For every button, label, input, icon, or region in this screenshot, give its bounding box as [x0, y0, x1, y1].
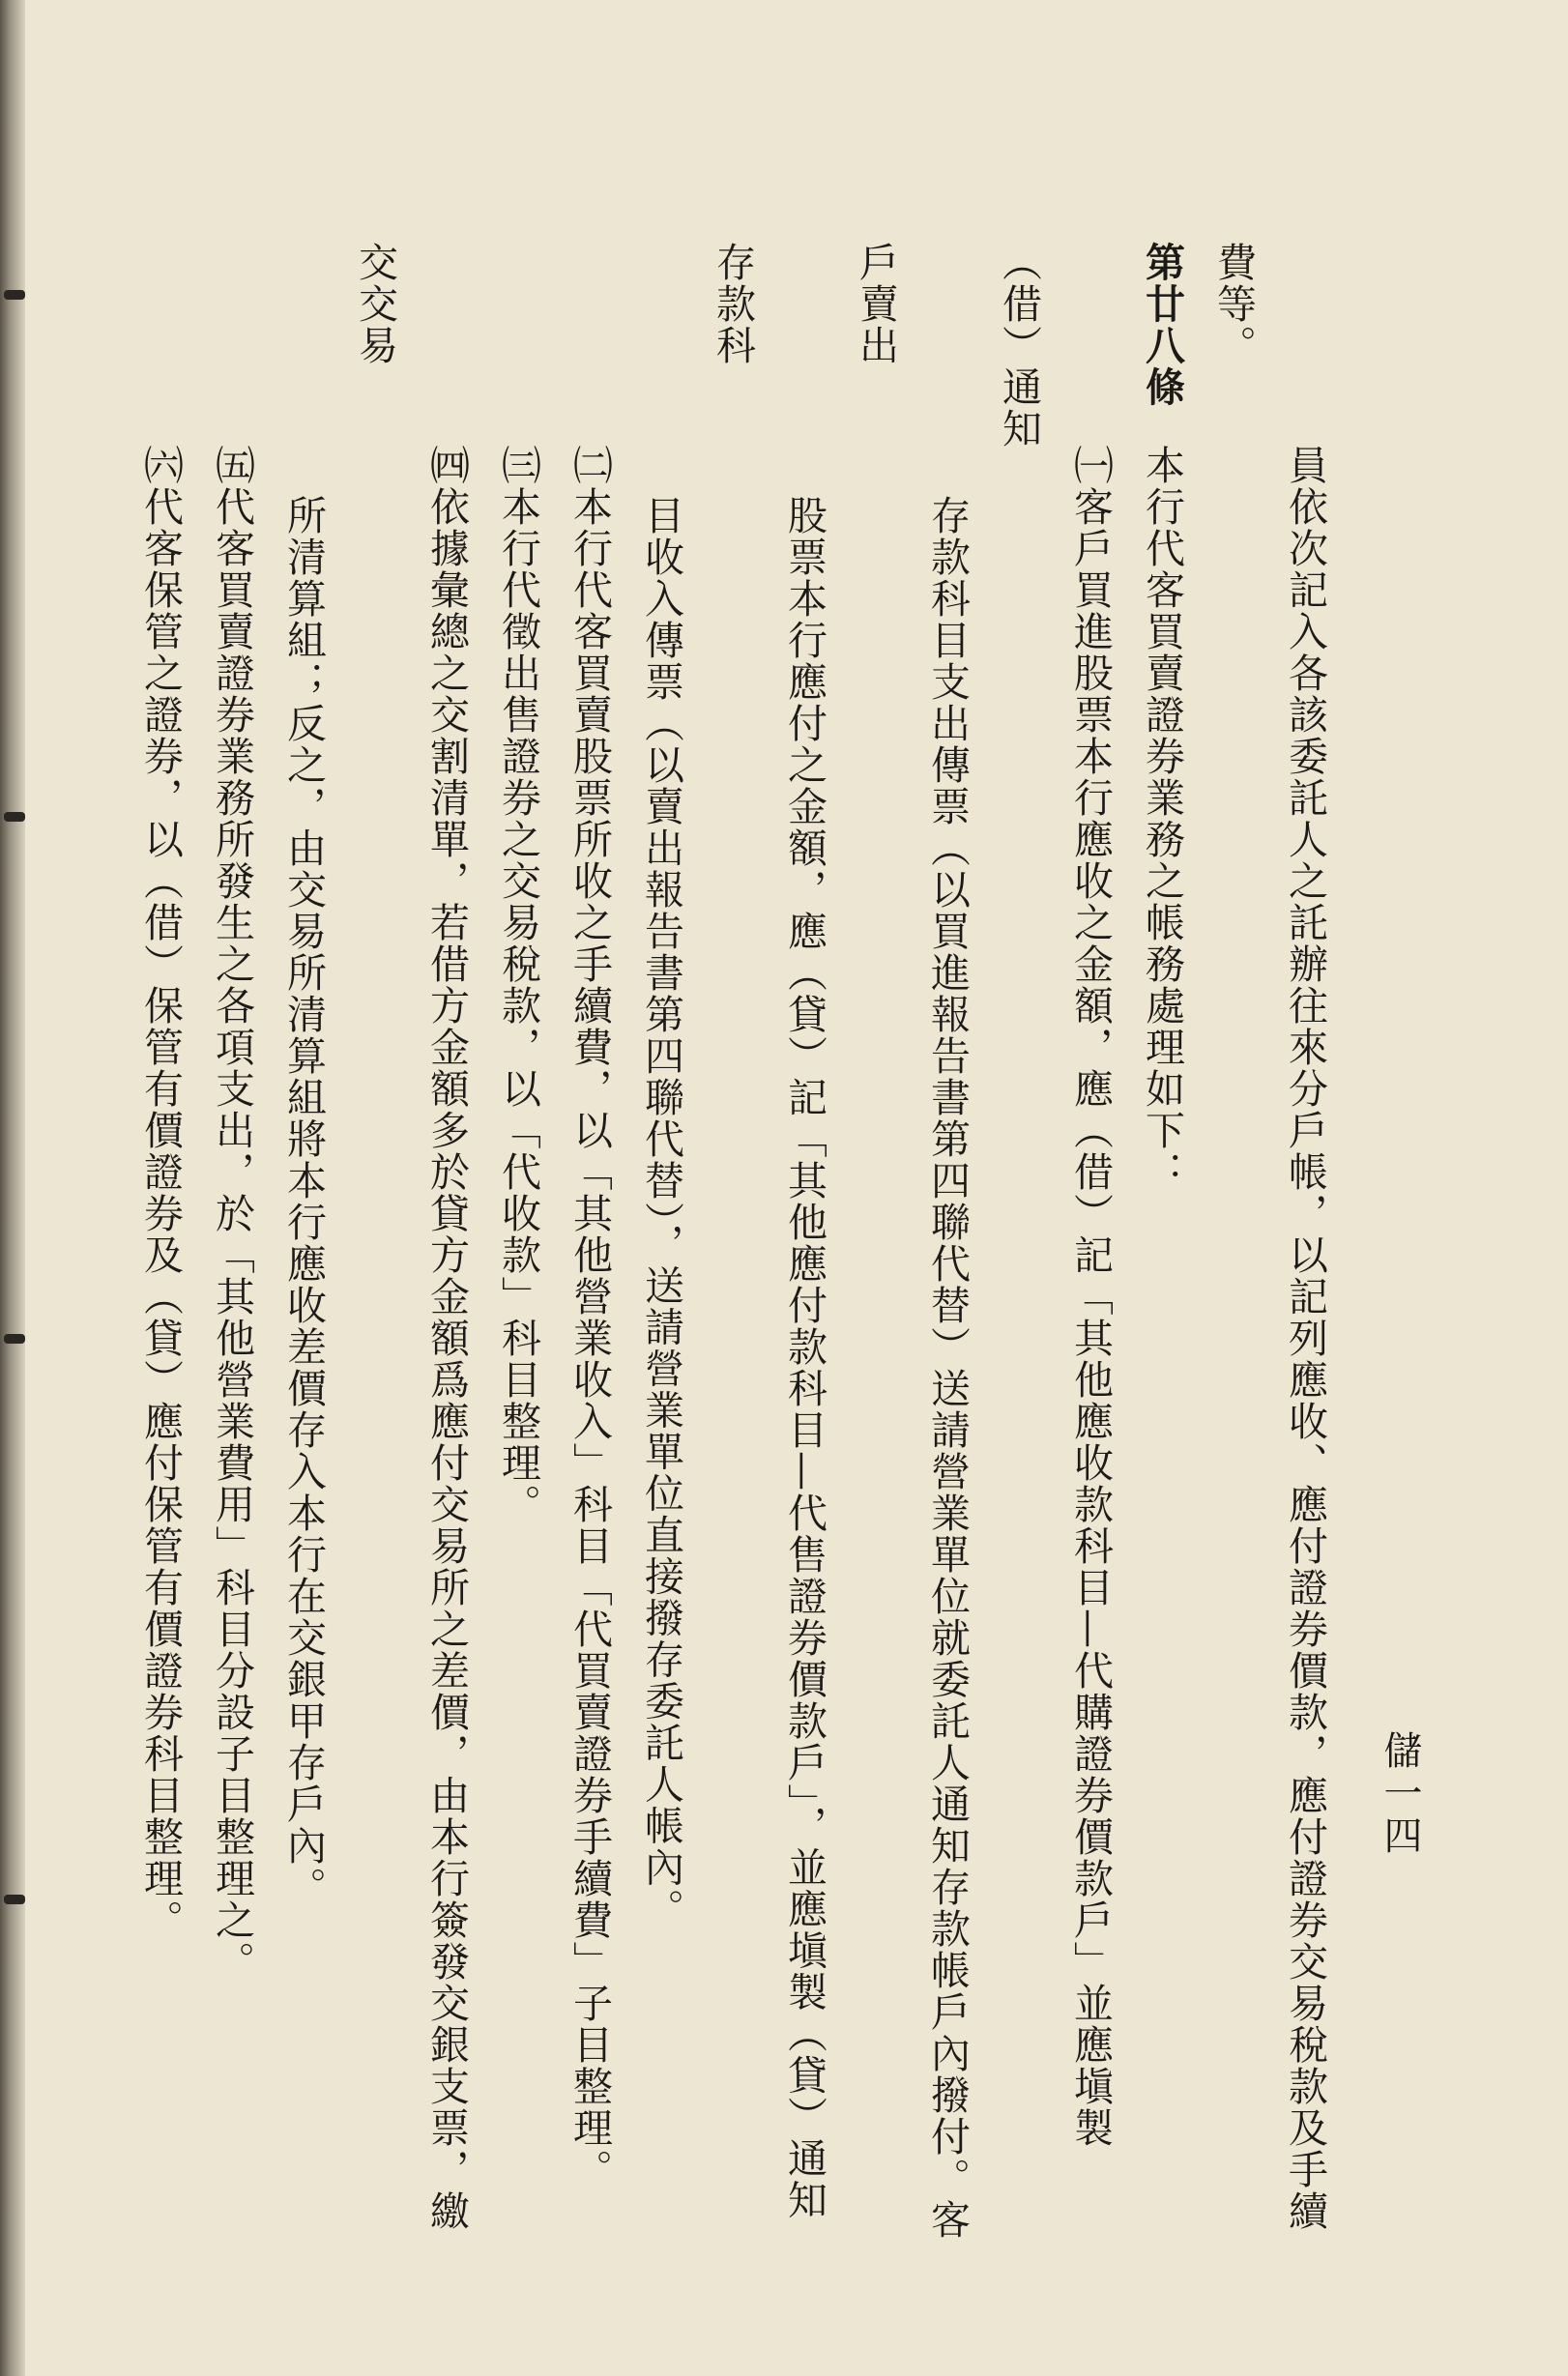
- list-item: ㈥代客保管之證券，以（借）保管有價證券及（貸）應付保管有價證券科目整理。: [137, 445, 184, 1941]
- list-item-cont: 股票本行應付之金額，應（貸）記「其他應付款科目—代售證券價款戶」，並應塡製（貸）通知存款科: [710, 242, 828, 2221]
- document-body: [55, 242, 1341, 2252]
- list-item-cont: 存款科目支出傳票（以買進報告書第四聯代替）送請營業單位就委託人通知存款帳戶內撥付。客戶賣出: [853, 242, 971, 2241]
- text-column: 員依次記入各該委託人之託辦往來分戶帳，以記列應收、應付證券價款，應付證券交易稅款及手續費等。: [1210, 242, 1328, 2232]
- article-heading: 第廿八條: [1139, 242, 1185, 408]
- list-item: ㈠客戶買進股票本行應收之金額，應（借）記「其他應收款科目—代購證券價款戶」並應塡製（借）通知: [996, 242, 1114, 2149]
- list-item: ㈡本行代客買賣股票所收之手續費，以「其他營業收入」科目「代買賣證券手續費」子目整理。: [566, 445, 613, 2190]
- list-item-cont: 目收入傳票（以賣出報告書第四聯代替），送請營業單位直接撥存委託人帳內。: [638, 495, 684, 1930]
- list-item-cont: 所清算組；反之，由交易所清算組將本行應收差價存入本行在交銀甲存戶內。: [280, 495, 327, 1908]
- page-number: 儲一四: [1378, 1730, 1422, 1858]
- list-item: ㈢本行代徵出售證券之交易稅款，以「代收款」科目整理。: [495, 445, 541, 1525]
- list-item: ㈣依據彙總之交割清單，若借方金額多於貸方金額爲應付交易所之差價，由本行簽發交銀支票，繳交交易: [352, 242, 470, 2232]
- article-28: 第廿八條本行代客買賣證券業務之帳務處理如下：: [1126, 242, 1198, 2252]
- list-item: ㈤代客買賣證券業務所發生之各項支出，於「其他營業費用」科目分設子目整理之。: [209, 445, 255, 1983]
- chapter-heading: [0, 251, 125, 2243]
